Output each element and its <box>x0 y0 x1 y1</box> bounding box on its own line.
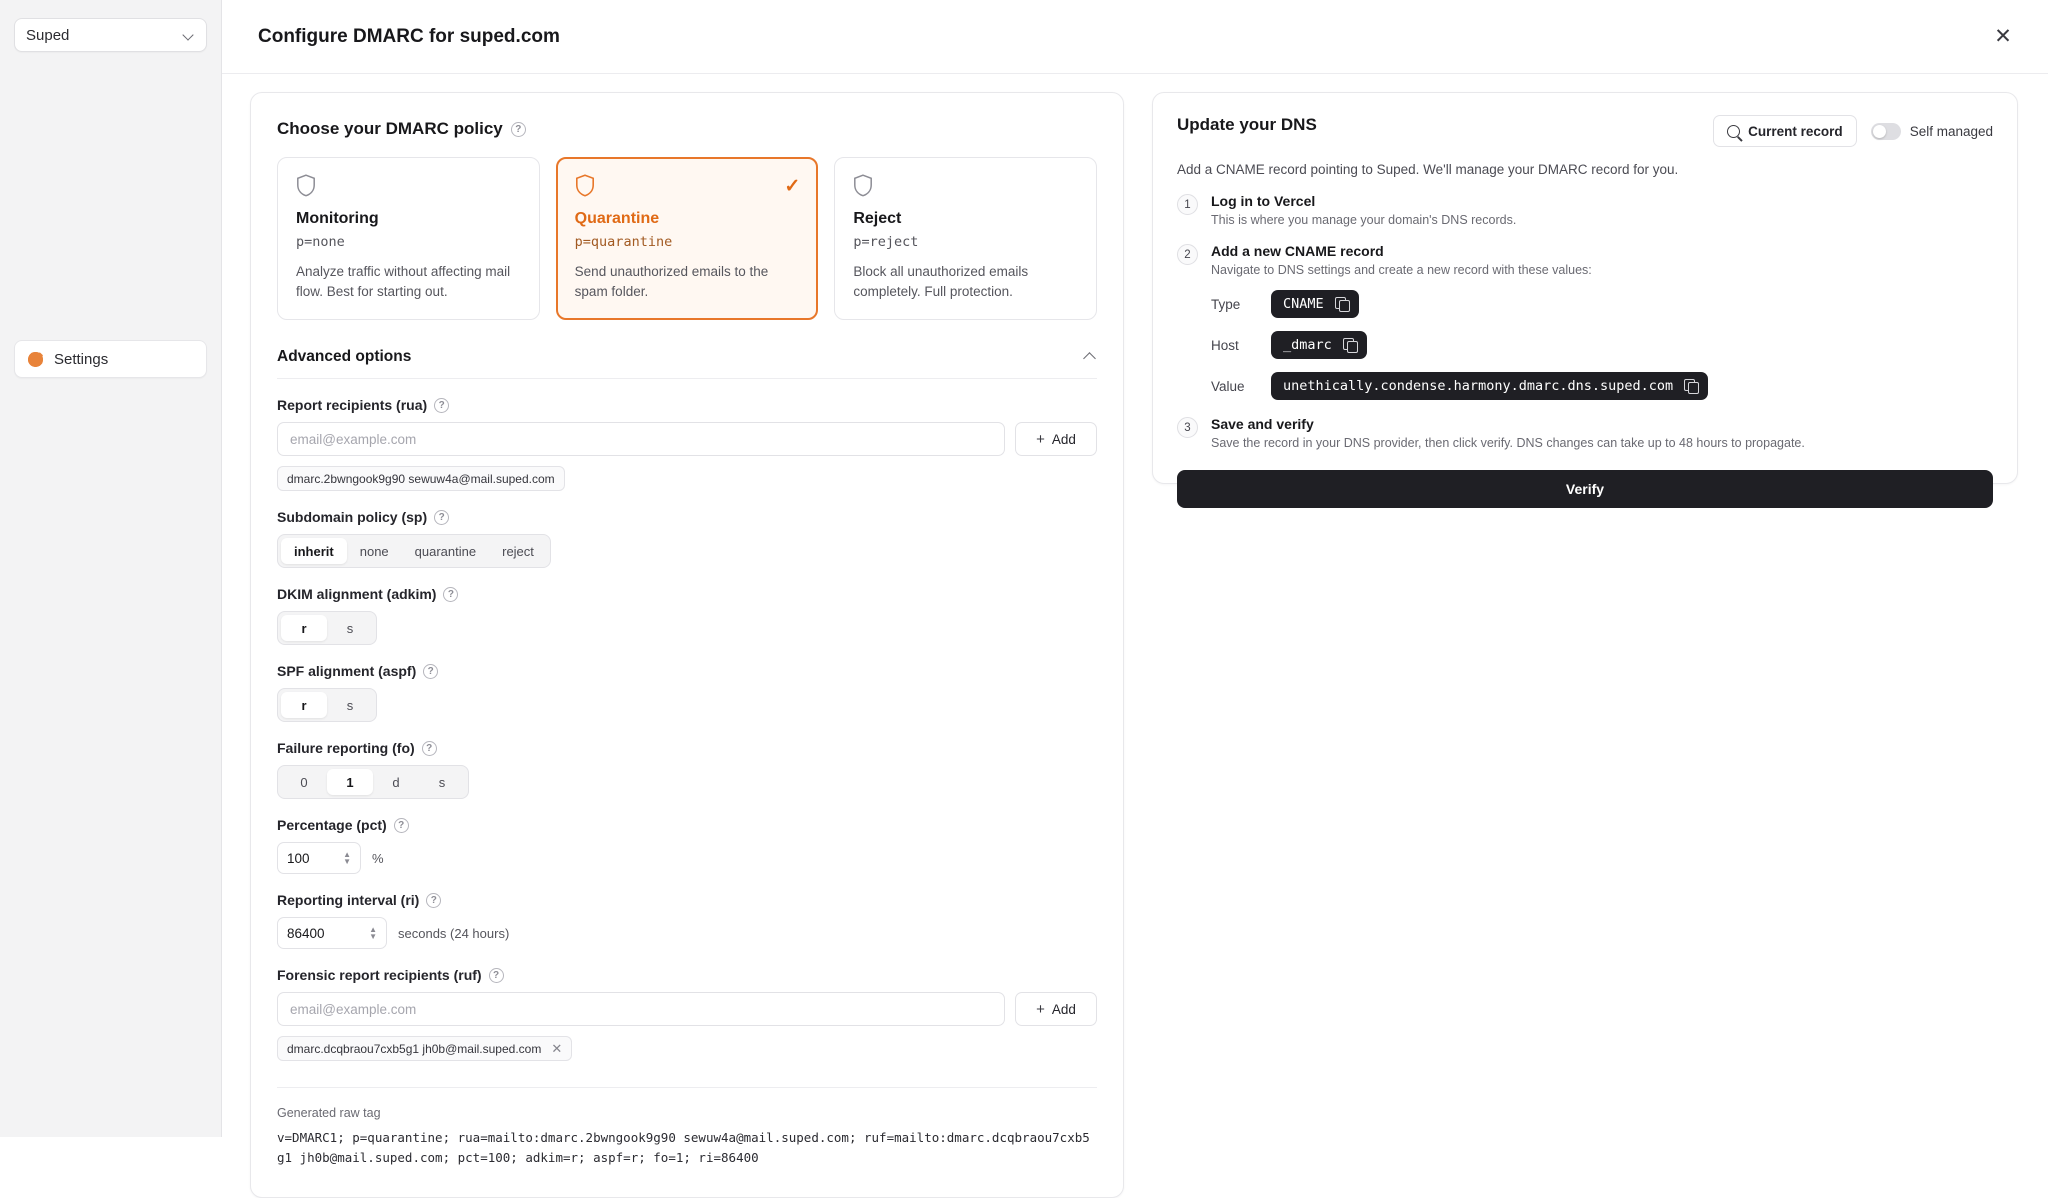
policy-name: Reject <box>853 210 902 227</box>
rua-add-button[interactable] <box>1015 422 1097 456</box>
step-number: 3 <box>1177 417 1198 438</box>
policy-options <box>277 157 1097 320</box>
policy-section-title: Choose your DMARC policy <box>277 119 503 138</box>
field-label <box>277 892 1097 908</box>
aspf-segmented-control <box>277 688 377 722</box>
stepper-arrows-icon[interactable]: ▲ ▼ <box>369 925 377 942</box>
field-fo <box>277 740 1097 799</box>
modal-header <box>222 0 2048 74</box>
chevron-down-icon <box>183 29 195 41</box>
fo-option-0[interactable]: 0 <box>281 769 327 795</box>
advanced-options-title: Advanced options <box>277 348 412 366</box>
shield-icon <box>853 174 873 197</box>
ruf-chip-label: dmarc.dcqbraou7cxb5g1 jh0b@mail.suped.com <box>287 1041 542 1056</box>
fo-label: Failure reporting (fo) <box>277 740 415 757</box>
add-label: Add <box>1051 1001 1076 1017</box>
record-type-value-pill[interactable] <box>1271 290 1359 318</box>
field-ruf <box>277 967 1097 1061</box>
dmarc-config-modal <box>222 0 2048 1165</box>
step-title: Add a new CNAME record <box>1211 243 1384 259</box>
shield-icon <box>296 174 316 197</box>
self-managed-toggle[interactable] <box>1871 123 1901 140</box>
step-number: 1 <box>1177 194 1198 215</box>
help-icon[interactable]: ? <box>426 893 441 908</box>
ri-row <box>277 917 1097 949</box>
sp-option-none[interactable]: none <box>347 538 402 564</box>
policy-name: Quarantine <box>574 210 660 227</box>
help-icon[interactable]: ? <box>422 741 437 756</box>
record-value-label: Value <box>1211 378 1245 394</box>
selected-check-icon: ✓ <box>784 176 801 197</box>
policy-name: Monitoring <box>296 210 379 227</box>
copy-icon[interactable] <box>1335 297 1349 311</box>
shield-icon <box>575 174 595 197</box>
dns-title: Update your DNS <box>1177 115 1317 134</box>
adkim-option-r[interactable]: r <box>281 615 327 641</box>
record-type-label: Type <box>1211 296 1241 312</box>
dns-header-actions <box>1713 115 1993 147</box>
field-ri <box>277 892 1097 949</box>
aspf-option-r[interactable]: r <box>281 692 327 718</box>
sidebar-item-label: Settings <box>54 350 109 368</box>
sp-option-quarantine[interactable]: quarantine <box>402 538 489 564</box>
policy-option-reject[interactable] <box>834 157 1097 320</box>
record-host-row <box>1211 331 1708 359</box>
fo-option-s[interactable]: s <box>419 769 465 795</box>
dns-step-3 <box>1177 416 1993 450</box>
record-value-value-pill[interactable] <box>1271 372 1708 400</box>
fo-option-1[interactable]: 1 <box>327 769 373 795</box>
ruf-chip <box>277 1036 572 1061</box>
aspf-option-s[interactable]: s <box>327 692 373 718</box>
help-icon[interactable]: ? <box>394 818 409 833</box>
pct-label: Percentage (pct) <box>277 817 387 834</box>
ruf-input-row <box>277 992 1097 1026</box>
chevron-up-icon <box>1085 351 1097 363</box>
field-sp <box>277 509 1097 568</box>
pct-stepper[interactable] <box>277 842 361 874</box>
policy-option-monitoring[interactable] <box>277 157 540 320</box>
field-aspf <box>277 663 1097 722</box>
copy-icon[interactable] <box>1684 379 1698 393</box>
policy-card <box>250 92 1124 1198</box>
policy-option-quarantine[interactable] <box>556 157 819 320</box>
dns-step-2 <box>1177 243 1993 400</box>
generated-raw-tag <box>277 1087 1097 1167</box>
record-host-value: _dmarc <box>1283 337 1332 353</box>
modal-body <box>222 74 2048 1198</box>
fo-option-d[interactable]: d <box>373 769 419 795</box>
sidebar-item-settings[interactable] <box>14 340 207 378</box>
help-icon[interactable]: ? <box>423 664 438 679</box>
copy-icon[interactable] <box>1343 338 1357 352</box>
gear-icon <box>28 352 43 367</box>
policy-desc: Block all unauthorized emails completely. Full protection. <box>853 264 1029 299</box>
pct-value: 100 <box>287 850 310 866</box>
close-icon[interactable]: ✕ <box>1994 25 2012 48</box>
ri-label: Reporting interval (ri) <box>277 892 420 909</box>
policy-desc: Send unauthorized emails to the spam folder. <box>574 264 769 299</box>
help-icon[interactable]: ? <box>434 510 449 525</box>
field-rua <box>277 397 1097 491</box>
record-value-value: unethically.condense.harmony.dmarc.dns.suped.com <box>1283 378 1674 394</box>
step-desc: Save the record in your DNS provider, then click verify. DNS changes can take up to 48 hours to propagate. <box>1211 436 1805 450</box>
policy-code: p=quarantine <box>574 234 673 250</box>
ri-value: 86400 <box>287 925 325 941</box>
fo-segmented-control <box>277 765 469 799</box>
field-label <box>277 509 1097 525</box>
policy-section-header <box>277 119 1097 139</box>
step-desc: This is where you manage your domain's DNS records. <box>1211 213 1517 227</box>
sp-option-inherit[interactable]: inherit <box>281 538 347 564</box>
rua-chip-label: dmarc.2bwngook9g90 sewuw4a@mail.suped.com <box>287 471 555 486</box>
step-title: Log in to Vercel <box>1211 193 1316 209</box>
add-label: Add <box>1051 431 1076 447</box>
help-icon[interactable]: ? <box>511 122 526 137</box>
policy-code: p=reject <box>853 234 919 250</box>
stepper-arrows-icon[interactable]: ▲ ▼ <box>343 850 351 867</box>
record-type-row <box>1211 290 1708 318</box>
field-label <box>277 397 1097 413</box>
record-host-label: Host <box>1211 337 1239 353</box>
dns-header <box>1177 115 1993 147</box>
sp-segmented-control <box>277 534 551 568</box>
help-icon[interactable]: ? <box>443 587 458 602</box>
dns-card <box>1152 92 2018 497</box>
aspf-label: SPF alignment (aspf) <box>277 663 417 680</box>
step-desc: Navigate to DNS settings and create a new record with these values: <box>1211 263 1592 277</box>
record-host-value-pill[interactable] <box>1271 331 1367 359</box>
field-pct <box>277 817 1097 874</box>
pct-row <box>277 842 1097 874</box>
policy-desc: Analyze traffic without affecting mail flow. Best for starting out. <box>296 264 511 299</box>
field-label <box>277 586 1097 602</box>
org-switcher-label: Suped <box>26 26 70 44</box>
step-body <box>1211 416 1805 450</box>
plus-icon: + <box>1036 430 1045 448</box>
record-value-row <box>1211 372 1708 400</box>
ruf-label: Forensic report recipients (ruf) <box>277 967 482 984</box>
field-label <box>277 967 1097 983</box>
org-switcher[interactable] <box>14 18 207 52</box>
raw-tag-value: v=DMARC1; p=quarantine; rua=mailto:dmarc.2bwngook9g90 sewuw4a@mail.suped.com; ruf=mailto:dmarc.dcqbraou7cxb5g1 jh0b@mail.suped.com; pct=100; adkim=r; aspf=r; fo=1; ri=86400 <box>277 1130 1090 1165</box>
dns-subtitle: Add a CNAME record pointing to Suped. We'll manage your DMARC record for you. <box>1177 162 1679 177</box>
field-label <box>277 663 1097 679</box>
dns-step-1 <box>1177 193 1993 227</box>
policy-code: p=none <box>296 234 345 250</box>
adkim-label: DKIM alignment (adkim) <box>277 586 437 603</box>
ri-unit: seconds (24 hours) <box>398 925 510 941</box>
current-record-button[interactable] <box>1713 115 1857 147</box>
rua-input[interactable] <box>277 422 1005 456</box>
field-label <box>277 817 1097 833</box>
current-record-label: Current record <box>1748 123 1843 139</box>
rua-chip <box>277 466 565 491</box>
adkim-option-s[interactable]: s <box>327 615 373 641</box>
ruf-add-button[interactable] <box>1015 992 1097 1026</box>
advanced-options-toggle[interactable] <box>277 348 1097 379</box>
step-number: 2 <box>1177 244 1198 265</box>
page-title: Configure DMARC for suped.com <box>258 25 560 47</box>
step-body <box>1211 193 1516 227</box>
raw-tag-label: Generated raw tag <box>277 1106 381 1121</box>
sp-option-reject[interactable]: reject <box>489 538 547 564</box>
rua-label: Report recipients (rua) <box>277 397 428 414</box>
step-body <box>1211 243 1708 400</box>
verify-button[interactable]: Verify <box>1177 470 1993 508</box>
pct-unit: % <box>372 850 384 866</box>
sidebar <box>0 0 222 1137</box>
help-icon[interactable]: ? <box>489 968 504 983</box>
field-label <box>277 740 1097 756</box>
adkim-segmented-control <box>277 611 377 645</box>
step-title: Save and verify <box>1211 416 1314 432</box>
ruf-input[interactable] <box>277 992 1005 1026</box>
ri-stepper[interactable] <box>277 917 387 949</box>
plus-icon: + <box>1036 1000 1045 1018</box>
record-type-value: CNAME <box>1283 296 1324 312</box>
rua-input-row <box>277 422 1097 456</box>
field-adkim <box>277 586 1097 645</box>
self-managed-toggle-wrap <box>1871 123 1993 140</box>
self-managed-label: Self managed <box>1909 123 1993 139</box>
sp-label: Subdomain policy (sp) <box>277 509 428 526</box>
search-icon <box>1727 125 1740 138</box>
remove-chip-icon[interactable]: ✕ <box>551 1040 563 1056</box>
help-icon[interactable]: ? <box>434 398 449 413</box>
